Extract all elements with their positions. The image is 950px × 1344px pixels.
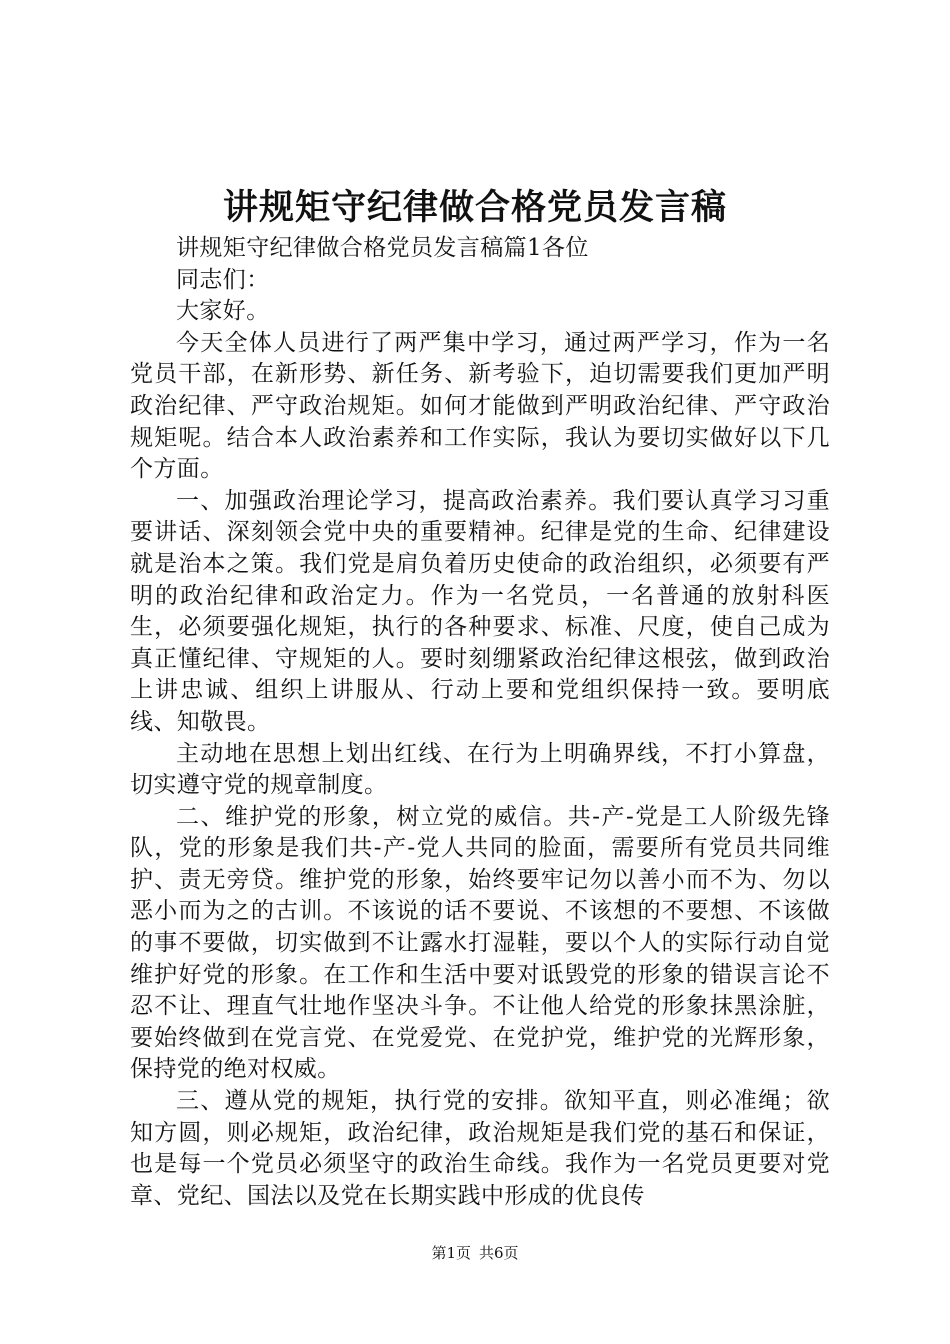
page-footer <box>0 1243 950 1263</box>
page-number: 第1页 <box>431 1244 471 1262</box>
document-title: 讲规矩守纪律做合格党员发言稿 <box>222 187 727 228</box>
paragraph-section-two: 二、维护党的形象，树立党的威信。共-产-党是工人阶级先锋队，党的形象是我们共-产-党人共同的脸面，需要所有党员共同维护、责无旁贷。维护党的形象，始终要牢记勿以善小而不为、勿以恶小而为之的古训。不该说的话不要说、不该想的不要想、不该做的事不要做，切实做到不让露水打湿鞋，要以个人的实际行动自觉维护好党的形象。在工作和生活中要对诋毁党的形象的错误言论不忍不让、理直气壮地作坚决斗争。不让他人给党的形象抹黑涂脏，要始终做到在党言党、在党爱党、在党护党，维护党的光辉形象，保持党的绝对权威。 <box>130 803 830 1083</box>
paragraph-salutation: 同志们： <box>176 266 270 293</box>
paragraph-heading-line: 讲规矩守纪律做合格党员发言稿篇1各位 <box>176 235 589 261</box>
paragraph-section-one: 一、加强政治理论学习，提高政治素养。我们要认真学习习重要讲话、深刻领会党中央的重要精神。纪律是党的生命、纪律建设就是治本之策。我们党是肩负着历史使命的政治组织，必须要有严明的政治纪律和政治定力。作为一名党员，一名普通的放射科医生，必须要强化规矩，执行的各种要求、标准、尺度，使自己成为真正懂纪律、守规矩的人。要时刻绷紧政治纪律这根弦，做到政治上讲忠诚、组织上讲服从、行动上要和党组织保持一致。要明底线、知敬畏。 <box>130 487 830 735</box>
paragraph-section-one-continued: 主动地在思想上划出红线、在行为上明确界线，不打小算盘，切实遵守党的规章制度。 <box>130 740 830 799</box>
total-pages: 共6页 <box>479 1244 519 1262</box>
paragraph-greeting: 大家好。 <box>176 298 270 325</box>
document-body <box>130 233 830 1212</box>
paragraph-introduction: 今天全体人员进行了两严集中学习，通过两严学习，作为一名党员干部，在新形势、新任务、新考验下，迫切需要我们更加严明政治纪律、严守政治规矩。如何才能做到严明政治纪律、严守政治规矩呢。结合本人政治素养和工作实际，我认为要切实做好以下几个方面。 <box>130 329 830 483</box>
paragraph-section-three: 三、遵从党的规矩，执行党的安排。欲知平直，则必准绳；欲知方圆，则必规矩，政治纪律，政治规矩是我们党的基石和保证，也是每一个党员必须坚守的政治生命线。我作为一名党员更要对党章、党纪、国法以及党在长期实践中形成的优良传 <box>130 1088 830 1209</box>
